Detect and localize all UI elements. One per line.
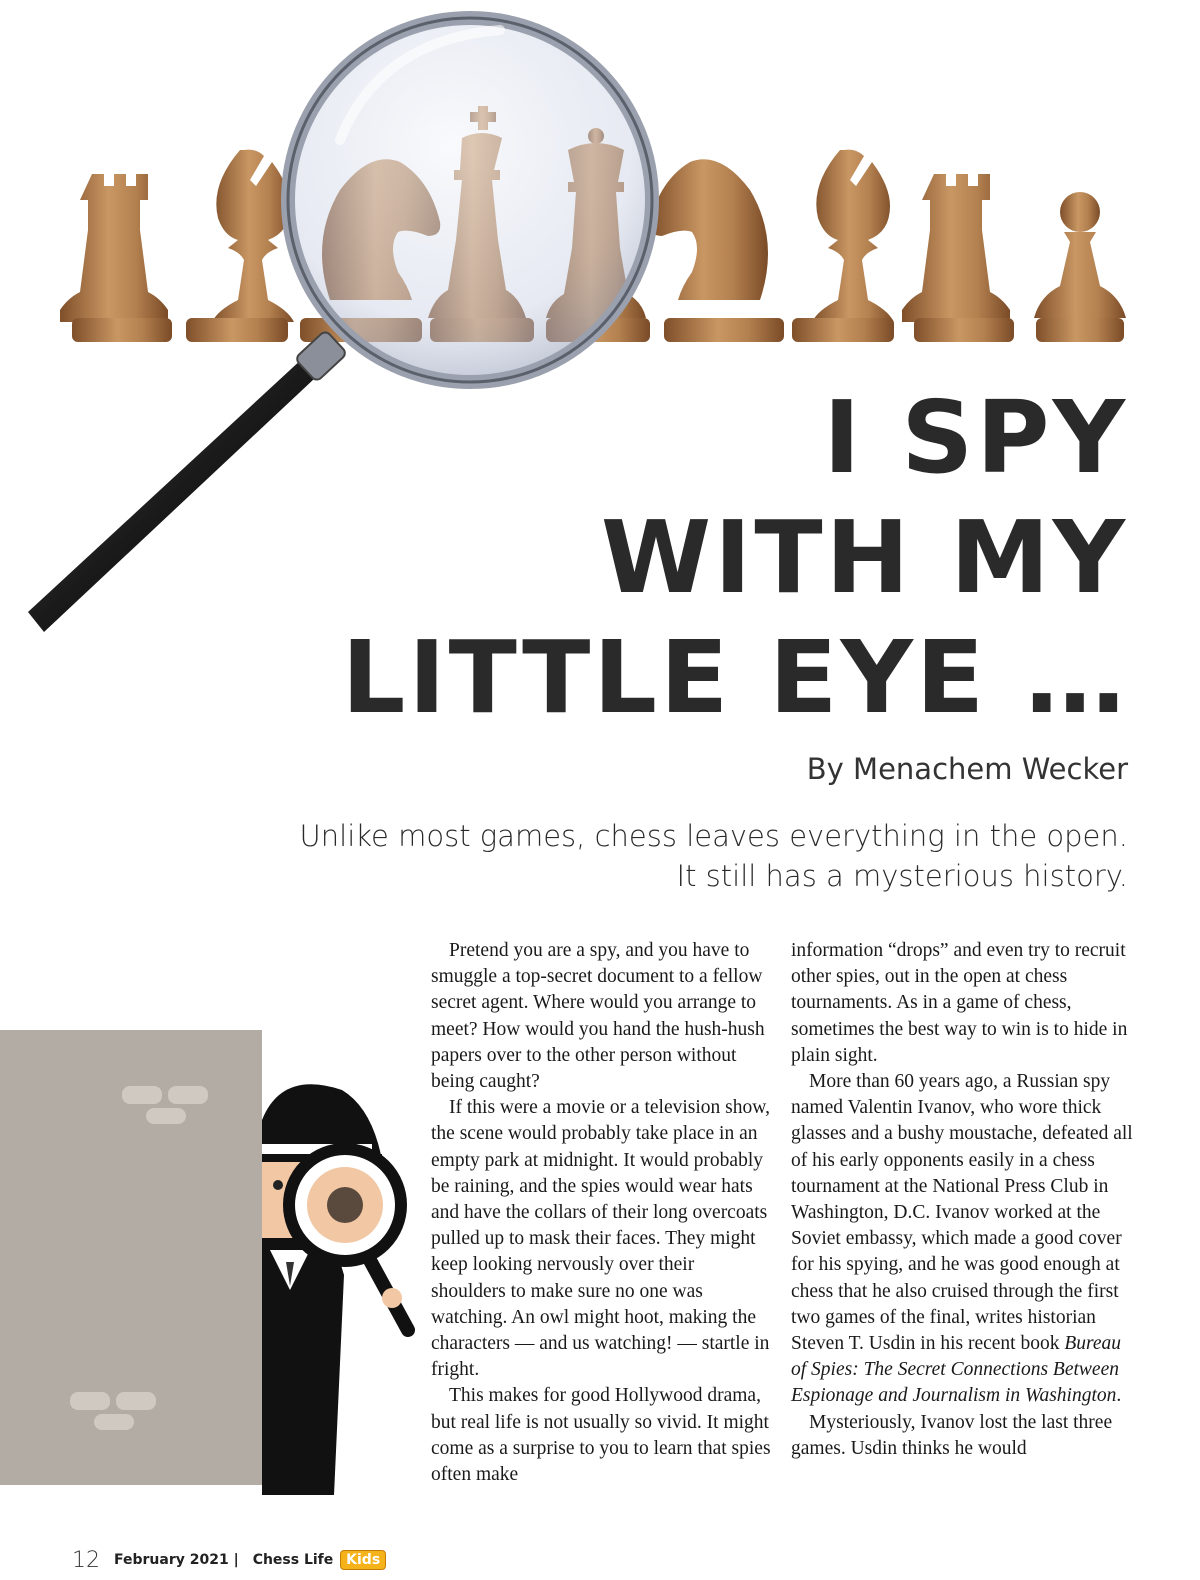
- byline: By Menachem Wecker: [806, 752, 1128, 786]
- paragraph: This makes for good Hollywood drama, but real life is not usually so vivid. It might come as a surprise to you to learn that spies often make: [431, 1385, 771, 1486]
- bishop-icon: [792, 150, 894, 342]
- paragraph: information “drops” and even try to recruit other spies, out in the open at chess tournaments. As in a game of chess, sometimes the best way to win is to hide in plain sight.: [791, 940, 1128, 1066]
- article-title: [328, 378, 1128, 738]
- paragraph-end: .: [1116, 1385, 1122, 1407]
- magazine-title: Chess Life: [252, 1552, 334, 1568]
- paragraph-text: More than 60 years ago, a Russian spy named Valentin Ivanov, who wore thick glasses and a bushy moustache, defeated all of his early opponents easily in a chess tournament at the National Press Club in Washington, D.C. Ivanov worked at the Soviet embassy, which made a good cover for his spying, and he was good enough at chess that he also cruised through the first two games of the final, writes historian Steven T. Usdin in his recent book: [791, 1071, 1133, 1355]
- rook-icon: [60, 174, 172, 342]
- deck-line-2: It still has a mysterious history.: [676, 859, 1128, 893]
- rook-icon: [902, 174, 1014, 342]
- paragraph: Pretend you are a spy, and you have to smuggle a top-secret document to a fellow secret agent. Where would you arrange to meet? How would you hand the hush-hush papers over to the other person without being caught?: [431, 940, 765, 1093]
- article-column-left: [431, 938, 773, 1488]
- deck-subtitle: [128, 816, 1128, 896]
- page-footer: [72, 1540, 386, 1580]
- deck-line-1: Unlike most games, chess leaves everything in the open.: [299, 819, 1128, 853]
- paragraph: [791, 1069, 1133, 1410]
- book-title: Bureau of Spies: The Secret Connections Between Espionage and Journalism in Washington: [791, 1333, 1122, 1407]
- paragraph: If this were a movie or a television show, the scene would probably take place in an empty park at midnight. It would probably be raining, and the spies would wear hats and have the collars of their long overcoats pulled up to mask their faces. They might keep looking nervously over their shoulders to make sure no one was watching. An owl might hoot, making the characters — and us watching! — startle in fright.: [431, 1097, 770, 1381]
- issue-date: February 2021 |: [114, 1552, 239, 1568]
- magazine-name: [253, 1550, 386, 1570]
- pawn-icon: [1034, 192, 1126, 342]
- spy-character-icon: [262, 1084, 408, 1495]
- bishop-icon: [186, 150, 294, 342]
- title-line-3: LITTLE EYE …: [341, 619, 1128, 736]
- paragraph: Mysteriously, Ivanov lost the last three games. Usdin thinks he would: [791, 1411, 1113, 1459]
- article-column-right: [791, 938, 1133, 1462]
- title-line-2: WITH MY: [600, 499, 1128, 616]
- spy-illustration: [0, 1030, 430, 1500]
- knight-icon: [650, 159, 784, 342]
- kids-logo-icon: Kids: [340, 1550, 386, 1570]
- title-line-1: I SPY: [823, 379, 1128, 496]
- page-number: 12: [72, 1547, 100, 1573]
